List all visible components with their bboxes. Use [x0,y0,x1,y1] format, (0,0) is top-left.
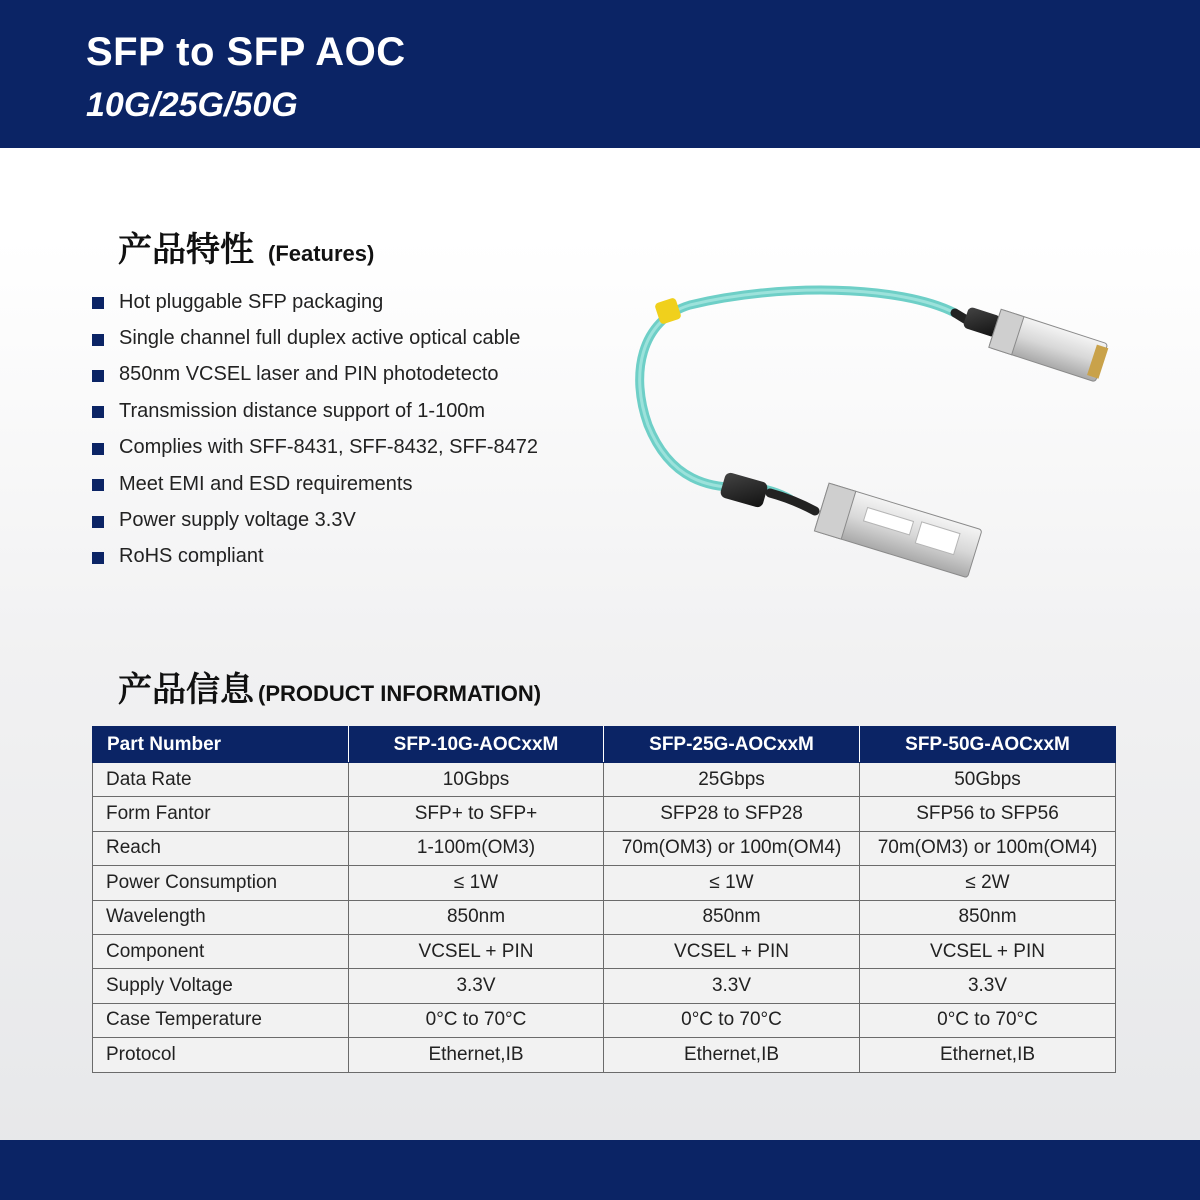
feature-text: Single channel full duplex active optical cable [119,327,521,350]
column-header: SFP-25G-AOCxxM [604,727,860,763]
table-header-row [93,727,1116,763]
list-item [92,502,538,538]
table-cell: 70m(OM3) or 100m(OM4) [604,831,860,865]
feature-text: Hot pluggable SFP packaging [119,290,384,313]
table-row [93,900,1116,934]
square-bullet-icon [92,516,104,528]
table-cell: ≤ 2W [860,866,1116,900]
square-bullet-icon [92,443,104,455]
row-label: Case Temperature [93,1003,349,1037]
page-subtitle: 10G/25G/50G [86,86,298,124]
row-label: Reach [93,831,349,865]
column-header: Part Number [93,727,349,763]
feature-text: Meet EMI and ESD requirements [119,472,413,495]
features-heading-cn: 产品特性 [118,230,254,270]
footer-banner [0,1140,1200,1200]
table-cell: ≤ 1W [604,866,860,900]
table-row [93,969,1116,1003]
feature-text: Power supply voltage 3.3V [119,509,356,532]
row-label: Component [93,934,349,968]
product-info-heading-cn: 产品信息 [118,670,254,710]
table-cell: 25Gbps [604,763,860,797]
table-cell: 50Gbps [860,763,1116,797]
row-label: Protocol [93,1038,349,1072]
table-row [93,763,1116,797]
table-cell: Ethernet,IB [860,1038,1116,1072]
cable-loop [640,290,955,487]
page-title: SFP to SFP AOC [86,30,406,74]
features-heading-en: (Features) [268,241,375,266]
table-cell: 70m(OM3) or 100m(OM4) [860,831,1116,865]
product-info-table [92,726,1116,1073]
list-item [92,320,538,356]
table-row [93,1003,1116,1037]
square-bullet-icon [92,370,104,382]
table-row [93,866,1116,900]
table-cell: 1-100m(OM3) [349,831,604,865]
table-cell: 850nm [860,900,1116,934]
column-header: SFP-10G-AOCxxM [349,727,604,763]
list-item [92,284,538,320]
product-info-heading-en: (PRODUCT INFORMATION) [258,681,542,706]
table-cell: 3.3V [604,969,860,1003]
row-label: Form Fantor [93,797,349,831]
feature-text: 850nm VCSEL laser and PIN photodetecto [119,363,499,386]
header-banner [0,0,1200,148]
table-cell: SFP+ to SFP+ [349,797,604,831]
column-header: SFP-50G-AOCxxM [860,727,1116,763]
row-label: Supply Voltage [93,969,349,1003]
table-cell: 850nm [349,900,604,934]
table-row [93,934,1116,968]
row-label: Wavelength [93,900,349,934]
aoc-cable-product-photo [600,265,1160,605]
feature-text: Transmission distance support of 1-100m [119,399,486,422]
table-cell: VCSEL + PIN [860,934,1116,968]
table-cell: 0°C to 70°C [349,1003,604,1037]
table-cell: 0°C to 70°C [860,1003,1116,1037]
product-info-heading [118,662,541,711]
table-cell: 3.3V [349,969,604,1003]
list-item [92,430,538,466]
table-row [93,797,1116,831]
list-item [92,393,538,429]
square-bullet-icon [92,297,104,309]
table-cell: SFP56 to SFP56 [860,797,1116,831]
table-cell: 3.3V [860,969,1116,1003]
table-row [93,831,1116,865]
row-label: Data Rate [93,763,349,797]
table-cell: Ethernet,IB [349,1038,604,1072]
table-cell: 0°C to 70°C [604,1003,860,1037]
list-item [92,357,538,393]
list-item [92,539,538,575]
list-item [92,466,538,502]
square-bullet-icon [92,406,104,418]
table-cell: VCSEL + PIN [349,934,604,968]
table-row [93,1038,1116,1072]
table-cell: 850nm [604,900,860,934]
table-cell: Ethernet,IB [604,1038,860,1072]
feature-text: Complies with SFF-8431, SFF-8432, SFF-8472 [119,436,539,459]
row-label: Power Consumption [93,866,349,900]
feature-text: RoHS compliant [119,545,264,568]
square-bullet-icon [92,334,104,346]
features-heading [118,222,374,271]
square-bullet-icon [92,479,104,491]
table-cell: VCSEL + PIN [604,934,860,968]
square-bullet-icon [92,552,104,564]
table-cell: SFP28 to SFP28 [604,797,860,831]
table-cell: 10Gbps [349,763,604,797]
table-cell: ≤ 1W [349,866,604,900]
features-list [92,284,538,575]
